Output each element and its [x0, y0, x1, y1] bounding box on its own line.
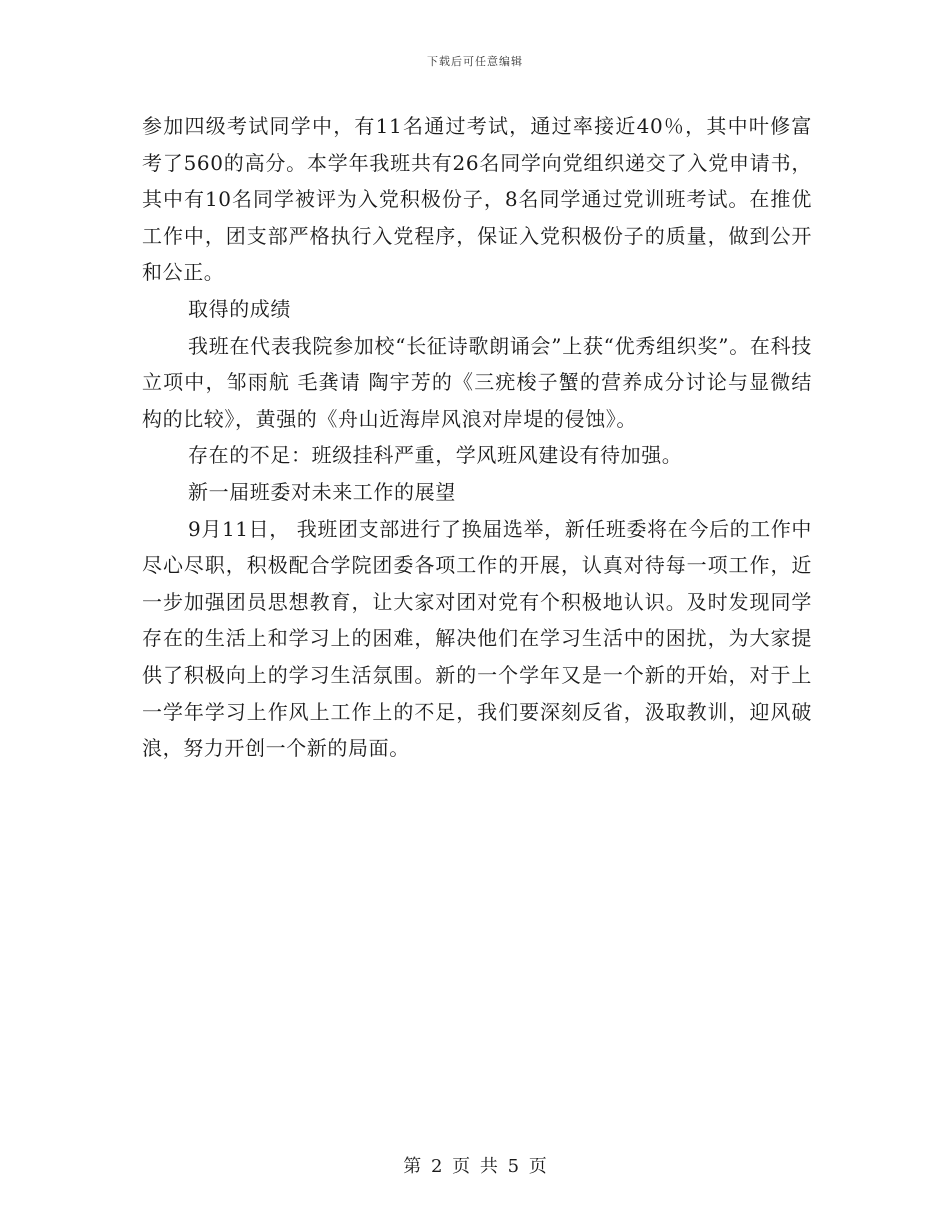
document-body — [142, 108, 812, 767]
page-number-footer: 第 2 页 共 5 页 — [403, 1156, 547, 1177]
paragraph-shortcomings: 存在的不足：班级挂科严重，学风班风建设有待加强。 — [188, 443, 683, 468]
page-header: 下载后可任意编辑 — [427, 55, 523, 68]
paragraph-exam-and-party-summary: 参加四级考试同学中，有11名通过考试，通过率接近40％，其中叶修富考了560的高分。本学年我班共有26名同学向党组织递交了入党申请书，其中有10名同学被评为入党积极份子，8名同学通过党训班考试。在推优工作中，团支部严格执行入党程序，保证入党积极份子的质量，做到公开和公正。 — [142, 114, 812, 285]
section-heading-outlook: 新一届班委对未来工作的展望 — [188, 479, 456, 504]
paragraph-achievements: 我班在代表我院参加校“长征诗歌朗诵会”上获“优秀组织奖”。在科技立项中，邹雨航 毛龚请 陶宇芳的《三疣梭子蟹的营养成分讨论与显微结构的比较》，黄强的《舟山近海岸风浪对岸堤的侵蚀》。 — [142, 333, 812, 431]
section-heading-achievements: 取得的成绩 — [188, 296, 291, 321]
paragraph-outlook: 9月11日， 我班团支部进行了换届选举，新任班委将在今后的工作中尽心尽职，积极配合学院团委各项工作的开展，认真对待每一项工作，近一步加强团员思想教育，让大家对团对党有个积极地认识。及时发现同学存在的生活上和学习上的困难，解决他们在学习生活中的困扰，为大家提供了积极向上的学习生活氛围。新的一个学年又是一个新的开始，对于上一学年学习上作风上工作上的不足，我们要深刻反省，汲取教训，迎风破浪，努力开创一个新的局面。 — [142, 516, 812, 761]
